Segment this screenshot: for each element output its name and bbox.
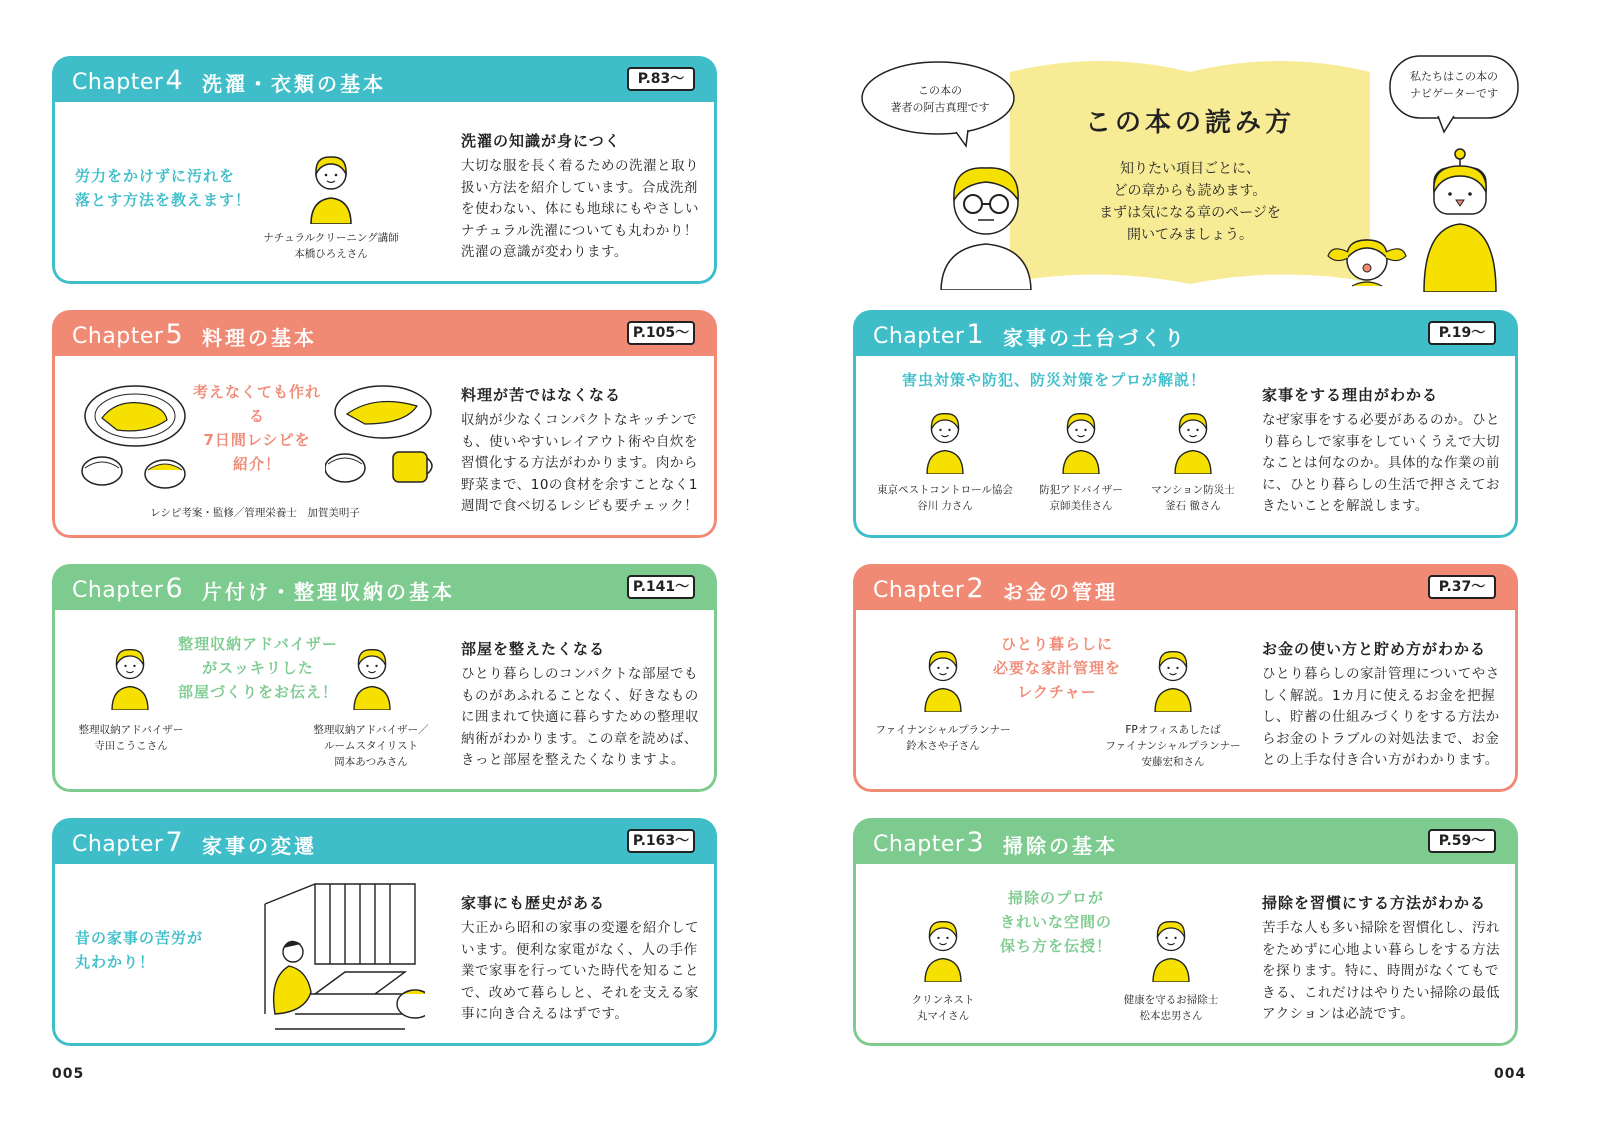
health-cleaner-illustration (1144, 910, 1198, 982)
chapter-header (52, 310, 717, 356)
section-subtitle: 洗濯の知識が身につく (461, 132, 621, 150)
chapter-header (853, 818, 1518, 864)
chapter-label: Chapter4 (72, 65, 184, 96)
section-description: ひとり暮らしの家計管理についてやさしく解説。1カ月に使えるお金を把握し、貯蓄の仕組みづくりをする方法からお金のトラブルの対処法まで、お金との上手な付き合い方がわかります。 (1262, 666, 1500, 768)
chapter-header (52, 564, 717, 610)
chapter-title: 料理の基本 (202, 326, 317, 350)
intro-text: 知りたい項目ごとに、 どの章からも読めます。 まずは気になる章のページを 開いてみましょう。 (1099, 161, 1281, 243)
chapter-header (52, 56, 717, 102)
person-caption: マンション防災士 釜石 徹さん (1151, 484, 1235, 512)
chapter-label: Chapter1 (873, 319, 985, 350)
page-reference[interactable]: P.141～ (627, 575, 695, 599)
recipe-credit: レシピ考案・監修／管理栄養士 加賀美明子 (150, 507, 360, 519)
instructor-illustration (301, 144, 361, 224)
chapter-header (853, 310, 1518, 356)
chapter-tagline: ひとり暮らしに 必要な家計管理を レクチャー (992, 635, 1121, 701)
chapter-5-card[interactable] (52, 310, 717, 538)
chapter-tagline: 整理収納アドバイザー がスッキリした 部屋づくりをお伝え！ (177, 635, 338, 701)
stylist-illustration (345, 638, 399, 710)
author-bubble-text: この本の 著者の阿古真理です (890, 84, 990, 114)
chapter-2-card[interactable] (853, 564, 1518, 792)
section-subtitle: 家事にも歴史がある (461, 894, 606, 912)
section-description: なぜ家事をする必要があるのか。ひとり暮らしで家事をしていくうえで大切なことは何なのか。具体的な作業の前に、ひとり暮らしの生活で押さえておきたいことを解説します。 (1262, 412, 1500, 514)
section-description: 苦手な人も多い掃除を習慣化し、汚れをためずに心地よい暮らしをする方法を探ります。特に、時間がなくてもできる、これだけはやりたい掃除の最低アクションは必読です。 (1262, 920, 1500, 1022)
chapter-body (853, 610, 1518, 792)
chapter-6-card[interactable] (52, 564, 717, 792)
disaster-prep-expert-illustration (1166, 402, 1220, 474)
financial-planner-illustration (916, 640, 970, 712)
person-caption: ファイナンシャルプランナー 鈴木さや子さん (875, 724, 1011, 752)
chapter-4-card[interactable] (52, 56, 717, 284)
chapter-title: 片付け・整理収納の基本 (202, 580, 455, 604)
person-caption: 整理収納アドバイザー 寺田こうこさん (78, 724, 184, 752)
chapter-label: Chapter2 (873, 573, 985, 604)
section-subtitle: 掃除を習慣にする方法がわかる (1262, 894, 1487, 912)
chapter-tagline: 害虫対策や防犯、防災対策をプロが解説！ (902, 371, 1207, 389)
intro-title: この本の読み方 (1084, 108, 1295, 138)
person-caption: クリンネスト 丸マイさん (911, 994, 975, 1022)
page-number-right: 004 (1494, 1066, 1527, 1082)
section-subtitle: 家事をする理由がわかる (1262, 386, 1439, 404)
section-description: 大正から昭和の家事の変遷を紹介しています。便利な家電がなく、人の手作業で家事を行っていた時代を知ることで、改めて暮らしと、それを支える家事に向き合えるはずです。 (461, 920, 699, 1022)
navigator-child-illustration (1322, 230, 1412, 290)
chapter-body (853, 356, 1518, 538)
cleaning-expert-illustration (916, 910, 970, 982)
author-illustration (936, 160, 1036, 290)
page-reference[interactable]: P.163～ (627, 829, 695, 853)
security-advisor-illustration (1054, 402, 1108, 474)
chapter-title: 家事の変遷 (202, 834, 317, 858)
person-caption: 健康を守るお掃除士 松本忠男さん (1123, 994, 1219, 1022)
section-subtitle: 料理が苦ではなくなる (461, 386, 622, 404)
page-reference[interactable]: P.83～ (627, 67, 695, 91)
chapter-label: Chapter7 (72, 827, 184, 858)
chapter-tagline: 掃除のプロが きれいな空間の 保ち方を伝授！ (999, 889, 1112, 955)
chapter-title: お金の管理 (1003, 580, 1118, 604)
page-reference[interactable]: P.59～ (1428, 829, 1496, 853)
person-caption: 整理収納アドバイザー／ ルームスタイリスト 岡本あつみさん (313, 724, 429, 768)
chapter-label: Chapter6 (72, 573, 184, 604)
section-description: 収納が少なくコンパクトなキッチンでも、使いやすいレイアウト術や自炊を習慣化する方法がわかります。肉から野菜まで、10の食材を余すことなく1週間で食べ切るレシピも要チェック！ (461, 412, 699, 514)
chapter-label: Chapter3 (873, 827, 985, 858)
section-description: ひとり暮らしのコンパクトな部屋でもものがあふれることなく、好きなものに囲まれて快適に暮らすための整理収納術がわかります。この章を読めば、きっと部屋を整えたくなりますよ。 (461, 666, 699, 768)
person-caption: ナチュラルクリーニング講師 本橋ひろえさん (263, 232, 399, 260)
chapter-header (853, 564, 1518, 610)
chapter-title: 家事の土台づくり (1003, 326, 1187, 350)
page-reference[interactable]: P.19～ (1428, 321, 1496, 345)
page-number-left: 005 (52, 1066, 85, 1082)
navigator-robot-illustration (1418, 148, 1502, 292)
chapter-body (52, 610, 717, 792)
chapter-body (853, 864, 1518, 1046)
person-caption: 東京ペストコントロール協会 谷川 力さん (877, 484, 1013, 512)
person-caption: FPオフィスあしたば ファイナンシャルプランナー 安藤宏和さん (1105, 724, 1241, 768)
page-reference[interactable]: P.37～ (1428, 575, 1496, 599)
section-subtitle: 部屋を整えたくなる (461, 640, 606, 658)
navigator-bubble-text: 私たちはこの本の ナビゲーターです (1410, 70, 1498, 100)
chapter-header (52, 818, 717, 864)
section-subtitle: お金の使い方と貯め方がわかる (1262, 640, 1487, 658)
pest-control-expert-illustration (918, 402, 972, 474)
chapter-tagline: 昔の家事の苦労が 丸わかり！ (75, 929, 204, 971)
historic-housework-illustration (255, 874, 425, 1034)
chapter-3-card[interactable] (853, 818, 1518, 1046)
page-reference[interactable]: P.105～ (627, 321, 695, 345)
chapter-label: Chapter5 (72, 319, 184, 350)
chapter-body (52, 356, 717, 538)
chapter-title: 洗濯・衣類の基本 (202, 72, 386, 96)
chapter-tagline: 考えなくても作れる 7日間レシピを 紹介！ (192, 383, 321, 473)
advisor-illustration (103, 638, 157, 710)
chapter-title: 掃除の基本 (1003, 834, 1118, 858)
chapter-7-card[interactable] (52, 818, 717, 1046)
meal-plate-illustration (77, 376, 192, 501)
fp-office-planner-illustration (1146, 640, 1200, 712)
chapter-1-card[interactable] (853, 310, 1518, 538)
section-description: 大切な服を長く着るための洗濯と取り扱い方法を紹介しています。合成洗剤を使わない、体にも地球にもやさしいナチュラル洗濯についても丸わかり！ 洗濯の意識が変わります。 (461, 158, 699, 260)
chapter-body (52, 102, 717, 284)
fish-meal-illustration (325, 380, 440, 495)
chapter-body (52, 864, 717, 1046)
chapter-tagline: 労力をかけずに汚れを 落とす方法を教えます！ (75, 167, 252, 209)
intro-section (860, 52, 1520, 292)
person-caption: 防犯アドバイザー 京師美佳さん (1039, 484, 1123, 512)
